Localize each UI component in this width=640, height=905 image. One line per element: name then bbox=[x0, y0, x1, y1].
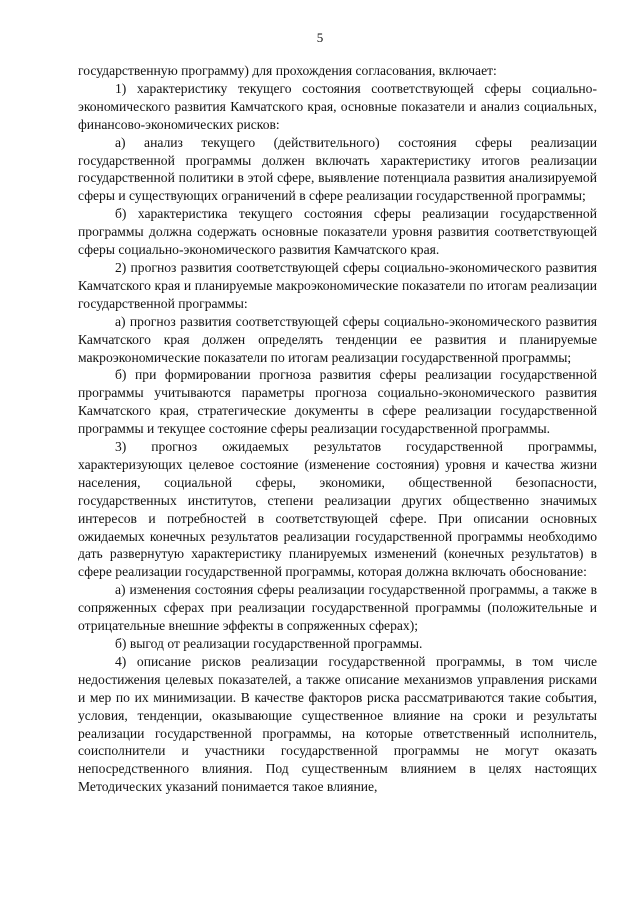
paragraph-intro-continuation: государственную программу) для прохождения согласования, включает: bbox=[78, 63, 497, 78]
page-number: 5 bbox=[316, 30, 324, 45]
paragraph-item-4: 4) описание рисков реализации государственной программы, в том числе недостижения целевых показателей, а также описание механизмов управления рисками и мер по их минимизации. В качестве факторов риска рассматриваются такие события, условия, тенденции, оказывающие существенное влияние на сроки и результаты реализации государственной программы, на которые ответственный исполнитель, соисполнители и участники государственной программы не могут оказать непосредственного влияния. Под существенным влиянием в целях настоящих Методических указаний понимается такое влияние, bbox=[78, 653, 597, 795]
paragraph-item-2b: б) при формировании прогноза развития сферы реализации государственной программы учитываются параметры прогноза социально-экономического развития Камчатского края, стратегические документы в сфере реализации государственной программы и текущее состояние сферы реализации государственной программы. bbox=[78, 367, 597, 437]
paragraph-item-1a: а) анализ текущего (действительного) состояния сферы реализации государственной программы должен включать характеристику итогов реализации государственной политики в этой сфере, выявление потенциала развития анализируемой сферы и существующих ограничений в сфере реализации государственной программы; bbox=[78, 134, 597, 204]
paragraph-item-1b: б) характеристика текущего состояния сферы реализации государственной программы должна содержать основные показатели уровня развития соответствующей сферы социально-экономического развития Камчатского края. bbox=[78, 206, 597, 258]
paragraph-item-3a: а) изменения состояния сферы реализации государственной программы, а также в сопряженных сферах при реализации государственной программы (положительные и отрицательные внешние эффекты в сопряженных сферах); bbox=[78, 582, 597, 634]
document-body bbox=[78, 62, 597, 796]
paragraph-item-1: 1) характеристику текущего состояния соответствующей сферы социально-экономического развития Камчатского края, основные показатели и анализ социальных, финансово-экономических рисков: bbox=[78, 80, 597, 132]
paragraph-item-3b: б) выгод от реализации государственной программы. bbox=[115, 636, 423, 651]
paragraph-item-2: 2) прогноз развития соответствующей сферы социально-экономического развития Камчатского края и планируемые макроэкономические показатели по итогам реализации государственной программы: bbox=[78, 259, 597, 311]
paragraph-item-3: 3) прогноз ожидаемых результатов государственной программы, характеризующих целевое состояние (изменение состояния) уровня и качества жизни населения, социальной сферы, экономики, общественной безопасности, государственных институтов, степени реализации других общественно значимых интересов и потребностей в соответствующей сфере. При описании основных ожидаемых конечных результатов реализации государственной программы необходимо дать развернутую характеристику планируемых изменений (конечных результатов) в сфере реализации государственной программы, которая должна включать обоснование: bbox=[78, 439, 597, 580]
paragraph-item-2a: а) прогноз развития соответствующей сферы социально-экономического развития Камчатского края должен определять тенденции ее развития и планируемые макроэкономические показатели по итогам реализации государственной программы; bbox=[78, 313, 597, 365]
